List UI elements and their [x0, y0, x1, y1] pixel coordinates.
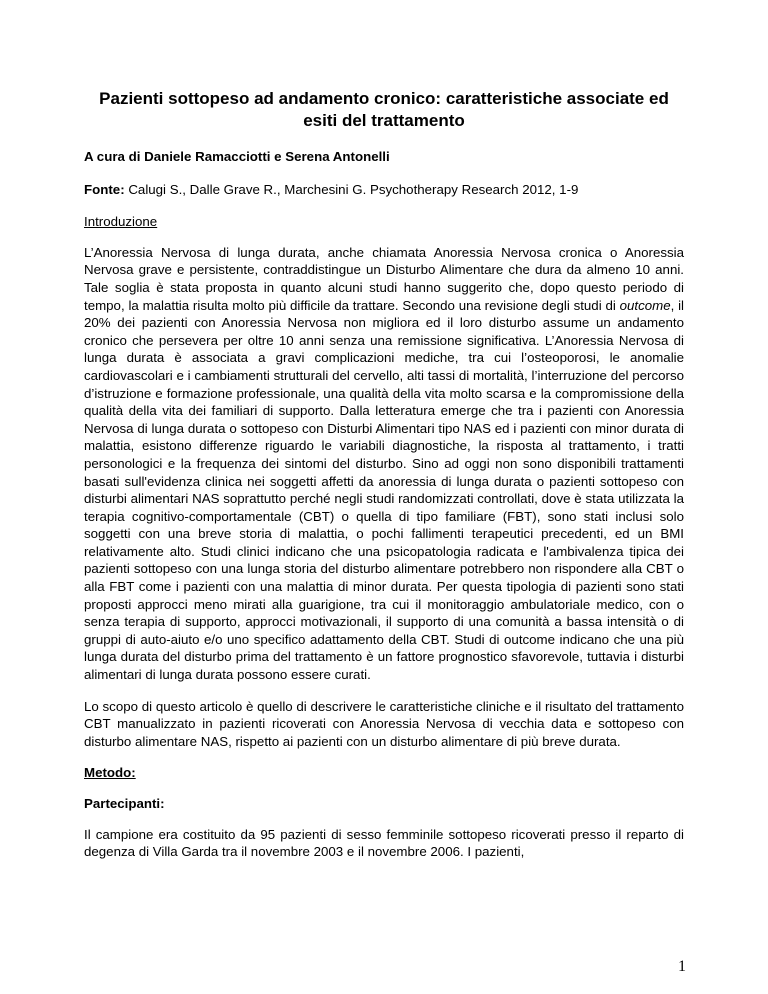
- intro-paragraph-1: [84, 244, 684, 684]
- intro-paragraph-2: Lo scopo di questo articolo è quello di descrivere le caratteristiche cliniche e il risultato del trattamento CBT manualizzato in pazienti ricoverati con Anoressia Nervosa di vecchia data e sottopeso con disturbo alimentare NAS, rispetto ai pazienti con un disturbo alimentare di più breve durata.: [84, 698, 684, 749]
- participants-heading: Partecipanti:: [84, 796, 165, 811]
- participants-paragraph: Il campione era costituito da 95 pazienti di sesso femminile sottopeso ricoverati presso il reparto di degenza di Villa Garda tra il novembre 2003 e il novembre 2006. I pazienti,: [84, 826, 684, 860]
- document-title: Pazienti sottopeso ad andamento cronico: caratteristiche associate ed esiti del trattamento: [99, 89, 669, 130]
- intro-p1-part-a: L’Anoressia Nervosa di lunga durata, anche chiamata Anoressia Nervosa cronica o Anoressia Nervosa grave e persistente, contraddistingue un Disturbo Alimentare che dura da almeno 10 anni. Tale soglia è stata proposta in quanto alcuni studi hanno suggerito che, dopo questo periodo di tempo, la malattia risulta molto più difficile da trattare. Secondo una revisione degli studi di: [84, 244, 684, 313]
- document-page: [84, 88, 684, 875]
- intro-p1-emphasis: outcome: [619, 297, 671, 313]
- method-heading: Metodo:: [84, 765, 136, 781]
- source-line: [84, 181, 684, 199]
- source-text: Calugi S., Dalle Grave R., Marchesini G. Psychotherapy Research 2012, 1-9: [124, 181, 579, 197]
- authors-line: A cura di Daniele Ramacciotti e Serena Antonelli: [84, 149, 390, 164]
- page-number: 1: [678, 958, 686, 975]
- source-label: Fonte:: [84, 181, 125, 197]
- intro-heading: Introduzione: [84, 214, 158, 230]
- intro-p1-part-b: , il 20% dei pazienti con Anoressia Nervosa non migliora ed il loro disturbo assume un andamento cronico che persevera per oltre 10 anni senza una remissione significativa. L’Anoressia Nervosa di lunga durata è associata a gravi complicazioni mediche, tra cui l’osteoporosi, le anomalie cardiovascolari e i cambiamenti strutturali del cervello, alti tassi di mortalità, l’interruzione del percorso d’istruzione e formazione professionale, una qualità della vita molto scarsa e la compromissione della qualità della vita dei familiari di supporto. Dalla letteratura emerge che tra i pazienti con Anoressia Nervosa di lunga durata o sottopeso con Disturbi Alimentari tipo NAS ed i pazienti con minor durata di malattia, esistono differenze riguardo le variabili diagnostiche, la risposta al trattamento, i tratti personologici e la frequenza dei sintomi del disturbo. Sino ad oggi non sono disponibili trattamenti basati sull'evidenza clinica nei soggetti affetti da anoressia di lunga durata o pazienti sottopeso con disturbi alimentari NAS soprattutto perché negli studi randomizzati controllati, dove è stata utilizzata la terapia cognitivo-comportamentale (CBT) o quella di tipo familiare (FBT), sono stati inclusi solo soggetti con una breve storia di malattia, o pochi fallimenti terapeutici precedenti, ed un BMI relativamente alto. Studi clinici indicano che una psicopatologia radicata e l'ambivalenza tipica dei pazienti sottopeso con una lunga storia del disturbo alimentare potrebbero non rispondere alla CBT o alla FBT come i pazienti con una malattia di minor durata. Per questa tipologia di pazienti sono stati proposti approcci meno mirati alla guarigione, tra cui il monitoraggio ambulatoriale medico, con o senza terapia di supporto, approcci motivazionali, il supporto di una comunità a bassa intensità o di gruppi di auto-aiuto e/o uno specifico adattamento della CBT. Studi di outcome indicano che una più lunga durata del disturbo prima del trattamento è un fattore prognostico sfavorevole, tuttavia i disturbi alimentari di lunga durata possono essere curati.: [84, 297, 684, 683]
